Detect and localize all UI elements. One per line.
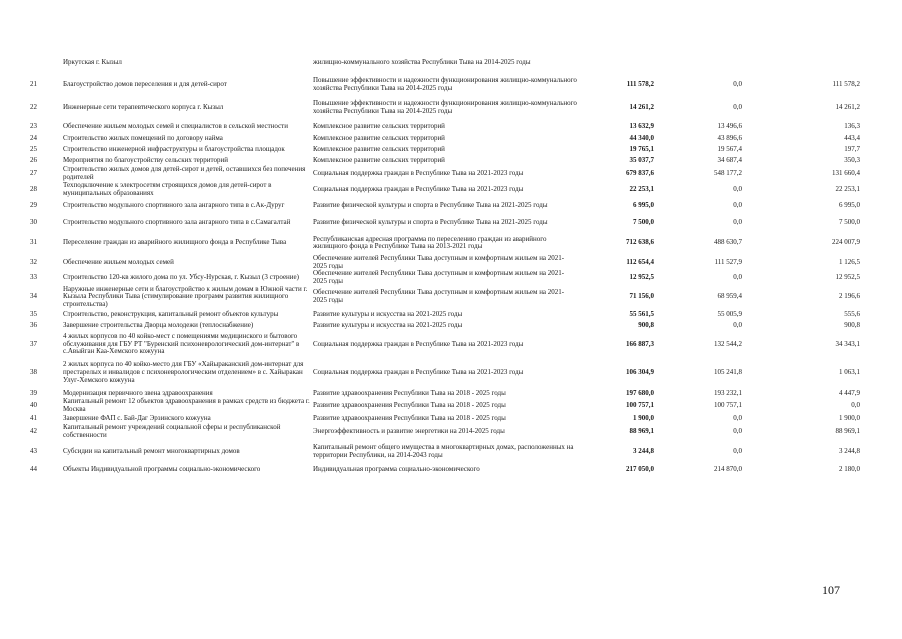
row-number: 25 <box>30 145 37 154</box>
object-name: Строительство 120-кв жилого дома по ул. Убсу-Нурская, г. Кызыл (3 строение) <box>63 273 299 282</box>
row-number: 23 <box>30 122 37 131</box>
object-name: Мероприятия по благоустройству сельских территорий <box>63 156 228 165</box>
budget-table <box>30 52 860 477</box>
regional-amount <box>742 52 860 74</box>
total-amount: 900,8 <box>638 321 654 330</box>
federal-amount: 0,0 <box>733 427 742 436</box>
table-row <box>30 255 860 270</box>
object-name: Строительство инженерной инфраструктуры и благоустройства площадок <box>63 145 285 154</box>
page-number: 107 <box>822 583 840 597</box>
regional-amount: 22 253,1 <box>835 184 860 193</box>
row-number: 41 <box>30 413 37 422</box>
object-name: Строительство, реконструкция, капитальный ремонт объектов культуры <box>63 309 279 318</box>
table-row <box>30 166 860 181</box>
program-name: Развитие здравоохранения Республики Тыва на 2018 - 2025 годы <box>313 401 506 410</box>
row-number: 33 <box>30 273 37 282</box>
program-name: Комплексное развитие сельских территорий <box>313 156 445 165</box>
federal-amount: 111 527,9 <box>714 257 742 266</box>
program-name: Обеспечение жителей Республики Тыва доступным и комфортным жильем на 2021-2025 годы <box>313 269 565 285</box>
total-amount: 106 304,9 <box>626 368 654 377</box>
program-name: Развитие культуры и искусства на 2021-2025 годы <box>313 309 463 318</box>
program-name: Обеспечение жителей Республики Тыва доступным и комфортным жильем на 2021-2025 годы <box>313 288 565 304</box>
table-row <box>30 398 860 413</box>
federal-amount: 34 687,4 <box>717 156 742 165</box>
total-amount: 14 261,2 <box>629 102 654 111</box>
total-amount: 19 765,1 <box>629 145 654 154</box>
federal-amount: 0,0 <box>733 413 742 422</box>
program-name: Социальная поддержка граждан в Республике Тыва на 2021-2023 годы <box>313 368 524 377</box>
object-name: Капитальный ремонт 12 объектов здравоохранения в рамках средств из бюджета г. Москва <box>63 397 310 413</box>
object-name: Капитальный ремонт учреждений социальной сферы и республиканской собственности <box>63 423 281 440</box>
program-name: Комплексное развитие сельских территорий <box>313 122 445 131</box>
table-row <box>30 286 860 309</box>
row-number: 37 <box>30 339 37 348</box>
row-number <box>30 52 63 74</box>
regional-amount: 6 995,0 <box>839 201 860 210</box>
federal-amount: 55 005,9 <box>717 309 742 318</box>
federal-amount: 43 896,6 <box>717 134 742 143</box>
row-number: 43 <box>30 447 37 456</box>
table-row <box>30 414 860 424</box>
table-row <box>30 464 860 477</box>
table-row <box>30 214 860 231</box>
program-name: Республиканская адресная программа по переселению граждан из аварийного жилищного фонда в Республике Тыва на 2013-2021 годы <box>313 234 547 251</box>
federal-amount: 0,0 <box>733 273 742 282</box>
program-name: Капитальный ремонт общего имущества в многоквартирных домах, расположенных на территории Республики, на 2014-2043 годы <box>313 443 574 460</box>
program-name: Развитие культуры и искусства на 2021-2025 годы <box>313 321 463 330</box>
program-name: Обеспечение жителей Республики Тыва доступным и комфортным жильем на 2021-2025 годы <box>313 254 565 270</box>
object-name: Субсидии на капитальный ремонт многоквартирных домов <box>63 447 240 456</box>
budget-table-body <box>30 52 860 477</box>
row-number: 34 <box>30 292 37 301</box>
federal-amount: 548 177,2 <box>714 168 742 177</box>
program-name: Социальная поддержка граждан в Республике Тыва на 2021-2023 годы <box>313 184 524 193</box>
total-amount: 111 578,2 <box>626 79 654 88</box>
federal-amount: 0,0 <box>733 79 742 88</box>
total-amount: 22 253,1 <box>629 184 654 193</box>
regional-amount: 555,6 <box>844 309 860 318</box>
regional-amount: 4 447,9 <box>839 388 860 397</box>
table-row <box>30 181 860 198</box>
regional-amount: 0,0 <box>851 401 860 410</box>
program-name: Развитие здравоохранения Республики Тыва на 2018 - 2025 годы <box>313 413 506 422</box>
total-amount: 55 561,5 <box>629 309 654 318</box>
table-row <box>30 424 860 441</box>
federal-amount: 0,0 <box>733 447 742 456</box>
object-name: Техподключение к электросетям строящихся домов для детей-сирот в муниципальных образованиях <box>63 181 272 197</box>
total-amount: 217 050,0 <box>626 465 654 474</box>
regional-amount: 88 969,1 <box>835 427 860 436</box>
total-amount: 44 340,0 <box>629 134 654 143</box>
object-name: Завершение ФАП с. Бай-Даг Эрзинского кожууна <box>63 413 211 422</box>
total-amount: 12 952,5 <box>629 273 654 282</box>
object-name: Завершение строительства Дворца молодежи (теплоснабжение) <box>63 321 254 330</box>
federal-amount: 13 496,6 <box>717 122 742 131</box>
federal-amount: 100 757,1 <box>714 401 742 410</box>
object-name: Строительство жилых домов для детей-сирот и детей, оставшихся без попечения родителей <box>63 165 306 181</box>
program-name: Социальная поддержка граждан в Республике Тыва на 2021-2023 годы <box>313 168 524 177</box>
federal-amount: 0,0 <box>733 184 742 193</box>
federal-amount <box>654 52 742 74</box>
table-row <box>30 320 860 331</box>
total-amount: 35 037,7 <box>629 156 654 165</box>
object-name: Благоустройство домов переселения и для детей-сирот <box>63 79 227 88</box>
row-number: 28 <box>30 184 37 193</box>
regional-amount: 136,3 <box>844 122 860 131</box>
object-name: Обеспечение жильем молодых семей и специалистов в сельской местности <box>63 122 288 131</box>
regional-amount: 34 343,1 <box>835 339 860 348</box>
total-amount: 197 680,0 <box>626 388 654 397</box>
table-row <box>30 144 860 156</box>
total-amount: 166 887,3 <box>626 339 654 348</box>
federal-amount: 0,0 <box>733 217 742 226</box>
object-name: Строительство модульного спортивного зала ангарного типа в с.Самагалтай <box>63 217 291 226</box>
table-row <box>30 331 860 357</box>
table-row <box>30 270 860 285</box>
program-name: Социальная поддержка граждан в Республике Тыва на 2021-2023 годы <box>313 339 524 348</box>
program-name: жилищно-коммунального хозяйства Республики Тыва на 2014-2025 годы <box>313 58 531 67</box>
regional-amount: 350,3 <box>844 156 860 165</box>
program-name: Повышение эффективности и надежности функционирования жилищно-коммунального хозяйства Республики Тыва на 2014-2025 годы <box>313 98 577 115</box>
regional-amount: 197,7 <box>844 145 860 154</box>
row-number: 26 <box>30 156 37 165</box>
total-amount: 71 156,0 <box>629 292 654 301</box>
regional-amount: 900,8 <box>844 321 860 330</box>
total-amount: 13 632,9 <box>629 122 654 131</box>
table-row <box>30 95 860 120</box>
regional-amount: 3 244,8 <box>839 447 860 456</box>
federal-amount: 132 544,2 <box>714 339 742 348</box>
total-amount: 112 654,4 <box>626 257 654 266</box>
row-number: 27 <box>30 168 37 177</box>
regional-amount: 443,4 <box>844 134 860 143</box>
total-amount: 712 638,6 <box>626 238 654 247</box>
total-amount: 1 900,0 <box>633 413 654 422</box>
object-name: Строительство модульного спортивного зала ангарного типа в с.Ак-Дуруг <box>63 201 285 210</box>
row-number: 36 <box>30 321 37 330</box>
program-name: Развитие физической культуры и спорта в Республике Тыва на 2021-2025 годы <box>313 217 548 226</box>
table-row <box>30 134 860 144</box>
regional-amount: 7 500,0 <box>839 217 860 226</box>
table-row <box>30 357 860 388</box>
table-row <box>30 74 860 95</box>
program-name: Индивидуальная программа социально-экономического <box>313 465 480 474</box>
regional-amount: 224 007,9 <box>832 238 860 247</box>
table-row <box>30 120 860 134</box>
row-number: 30 <box>30 217 37 226</box>
total-amount <box>578 52 654 74</box>
regional-amount: 1 063,1 <box>839 368 860 377</box>
row-number: 42 <box>30 427 37 436</box>
total-amount: 100 757,1 <box>626 401 654 410</box>
table-row <box>30 198 860 214</box>
regional-amount: 1 900,0 <box>839 413 860 422</box>
total-amount: 6 995,0 <box>633 201 654 210</box>
program-name: Повышение эффективности и надежности функционирования жилищно-коммунального хозяйства Республики Тыва на 2014-2025 годы <box>313 75 577 92</box>
total-amount: 679 837,6 <box>626 168 654 177</box>
regional-amount: 1 126,5 <box>839 257 860 266</box>
federal-amount: 105 241,8 <box>714 368 742 377</box>
federal-amount: 488 630,7 <box>714 238 742 247</box>
object-name: Переселение граждан из аварийного жилищного фонда в Республике Тыва <box>63 238 287 247</box>
row-number: 35 <box>30 309 37 318</box>
federal-amount: 214 870,0 <box>714 465 742 474</box>
regional-amount: 111 578,2 <box>832 79 860 88</box>
federal-amount: 193 232,1 <box>714 388 742 397</box>
row-number: 38 <box>30 368 37 377</box>
regional-amount: 14 261,2 <box>835 102 860 111</box>
total-amount: 3 244,8 <box>633 447 654 456</box>
program-name: Энергоэффективность и развитие энергетики на 2014-2025 годы <box>313 427 505 436</box>
program-name: Развитие физической культуры и спорта в Республике Тыва на 2021-2025 годы <box>313 201 548 210</box>
regional-amount: 131 660,4 <box>832 168 860 177</box>
regional-amount: 12 952,5 <box>835 273 860 282</box>
federal-amount: 0,0 <box>733 102 742 111</box>
row-number: 39 <box>30 388 37 397</box>
object-name: Модернизация первичного звена здравоохранения <box>63 388 213 397</box>
object-name: Обеспечение жильем молодых семей <box>63 257 174 266</box>
object-name: Инженерные сети терапевтического корпуса г. Кызыл <box>63 102 224 111</box>
federal-amount: 68 959,4 <box>717 292 742 301</box>
program-name: Комплексное развитие сельских территорий <box>313 145 445 154</box>
total-amount: 7 500,0 <box>633 217 654 226</box>
object-name: Строительство жилых помещений по договору найма <box>63 134 223 143</box>
row-number: 31 <box>30 238 37 247</box>
federal-amount: 0,0 <box>733 201 742 210</box>
table-row <box>30 441 860 464</box>
program-name: Комплексное развитие сельских территорий <box>313 134 445 143</box>
row-number: 24 <box>30 134 37 143</box>
regional-amount: 2 196,6 <box>839 292 860 301</box>
object-name: Наружные инженерные сети и благоустройство к жилым домам в Южной части г. Кызыла Республики Тыва (стимулирование программ развития жилищного строительства) <box>63 284 308 308</box>
table-row <box>30 231 860 255</box>
federal-amount: 0,0 <box>733 321 742 330</box>
table-row <box>30 52 860 74</box>
row-number: 22 <box>30 102 37 111</box>
row-number: 29 <box>30 201 37 210</box>
row-number: 40 <box>30 401 37 410</box>
object-name: Объекты Индивидуальной программы социально-экономического <box>63 465 261 474</box>
table-row <box>30 308 860 320</box>
row-number: 44 <box>30 465 37 474</box>
row-number: 21 <box>30 79 37 88</box>
federal-amount: 19 567,4 <box>717 145 742 154</box>
object-name: 2 жилых корпуса по 40 койко-место для ГБУ «Хайыраканский дом-интернат для престарелых и инвалидов с психоневрологическим отделением» в с. Хайыракан Улуг-Хемского кожууна <box>63 360 304 384</box>
row-number: 32 <box>30 257 37 266</box>
regional-amount: 2 180,0 <box>839 465 860 474</box>
program-name: Развитие здравоохранения Республики Тыва на 2018 - 2025 годы <box>313 388 506 397</box>
object-name: 4 жилых корпусов по 40 койко-мест с помещениями медицинского и бытового обслуживания для ГБУ РТ "Буренский психоневрологический дом-интернат" в с.Авыйган Каа-Хемского кожууна <box>63 331 300 356</box>
object-name: Иркутская г. Кызыл <box>63 58 122 67</box>
total-amount: 88 969,1 <box>629 427 654 436</box>
